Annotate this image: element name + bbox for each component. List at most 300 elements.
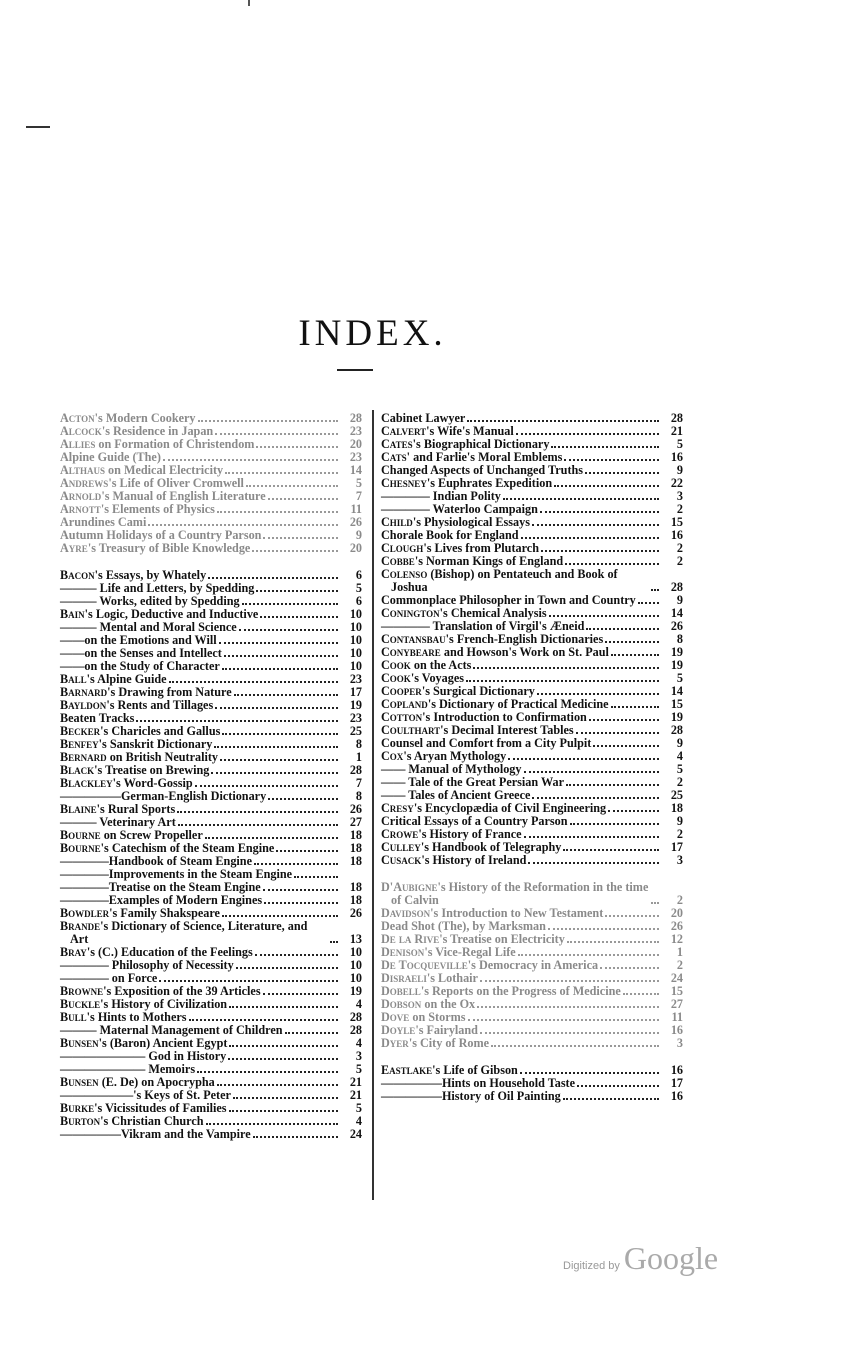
entry-text: on Formation of Christendom — [95, 437, 255, 451]
entry-author: Culley — [381, 840, 421, 854]
entry-author: Denison — [381, 945, 425, 959]
dot-leader — [263, 889, 338, 891]
entry-author: Browne — [60, 984, 104, 998]
dot-leader — [159, 980, 338, 982]
entry-author: Bourne — [60, 841, 101, 855]
entry-author: Clough — [381, 541, 424, 555]
entry-page: 15 — [670, 697, 683, 711]
entry-page: 10 — [349, 958, 362, 972]
entry-text: and Howson's Work on St. Paul — [440, 645, 609, 659]
entry-text: 's Vice-Regal Life — [424, 945, 516, 959]
dot-leader — [600, 967, 659, 969]
dot-leader — [222, 733, 338, 735]
dot-leader — [197, 1071, 338, 1073]
entry-page: 23 — [349, 424, 362, 438]
entry-text: Chorale Book for England — [381, 528, 519, 542]
entry-author: Chesney — [381, 476, 427, 490]
dot-leader — [195, 785, 338, 787]
dot-leader — [541, 550, 659, 552]
entry-author: Cox — [381, 749, 404, 763]
dot-leader — [508, 758, 659, 760]
dot-leader — [242, 603, 338, 605]
entry-text: 's Treatise on Brewing — [94, 763, 210, 777]
dot-leader — [217, 511, 338, 513]
entry-page: 4 — [355, 1036, 362, 1050]
entry-page: 3 — [676, 489, 683, 503]
entry-text: ——on the Senses and Intellect — [60, 646, 222, 660]
entry-text: ——— Works, edited by Spedding — [60, 594, 240, 608]
entry-author: Blaine — [60, 802, 97, 816]
index-entry — [381, 1037, 683, 1050]
dot-leader — [169, 681, 338, 683]
entry-text: ——————— God in History — [60, 1049, 227, 1063]
entry-text: 's Christian Church — [100, 1114, 204, 1128]
entry-author: Eastlake — [381, 1063, 433, 1077]
entry-page: 10 — [349, 633, 362, 647]
entry-text: ' and Farlie's Moral Emblems — [406, 450, 563, 464]
dot-leader — [524, 836, 659, 838]
dot-leader — [222, 915, 338, 917]
dot-leader — [611, 706, 659, 708]
entry-text: 's Rural Sports — [96, 802, 176, 816]
entry-page: 5 — [676, 671, 683, 685]
dot-leader — [254, 863, 338, 865]
dot-leader — [480, 1032, 659, 1034]
column-divider — [372, 410, 374, 1200]
entry-page: 9 — [355, 528, 362, 542]
dot-leader — [563, 1098, 659, 1100]
dot-leader — [577, 1085, 659, 1087]
entry-author: Calvert — [381, 424, 427, 438]
dot-leader — [576, 732, 659, 734]
entry-page: 11 — [350, 502, 362, 516]
entry-page: 17 — [670, 840, 683, 854]
entry-page: 5 — [355, 581, 362, 595]
entry-author: Ayre — [60, 541, 88, 555]
entry-page: 5 — [676, 437, 683, 451]
entry-page: 25 — [349, 724, 362, 738]
entry-text: Dead Shot (The), by Marksman — [381, 919, 546, 933]
entry-author: Colenso — [381, 567, 428, 581]
entry-text: 's Elements of Physics — [100, 502, 215, 516]
entry-text: on British Neutrality — [106, 750, 219, 764]
entry-page: 5 — [355, 1101, 362, 1115]
entry-page: 2 — [676, 775, 683, 789]
entry-text: Commonplace Philosopher in Town and Country — [381, 593, 636, 607]
entry-page: 18 — [670, 801, 683, 815]
entry-page: 10 — [349, 620, 362, 634]
entry-page: 26 — [349, 515, 362, 529]
entry-page: 28 — [349, 763, 362, 777]
entry-text: 's History of Civilization — [100, 997, 228, 1011]
entry-text: 's Manual of English Literature — [101, 489, 266, 503]
dot-leader — [214, 746, 338, 748]
entry-text: 's History of the Reformation in the time of Calvin — [391, 880, 649, 907]
entry-text: 's Alpine Guide — [86, 672, 167, 686]
entry-text: 's Treatise on Electricity — [439, 932, 565, 946]
dot-leader — [148, 524, 338, 526]
entry-page: 7 — [355, 776, 362, 790]
entry-page: 2 — [676, 554, 683, 568]
entry-text: 's Essays, by Whately — [94, 568, 207, 582]
entry-text: —— Tale of the Great Persian War — [381, 775, 565, 789]
entry-author: Dobson — [381, 997, 422, 1011]
entry-page: 5 — [355, 1062, 362, 1076]
entry-text: ——on the Emotions and Will — [60, 633, 217, 647]
entry-page: 10 — [349, 945, 362, 959]
entry-author: Arnott — [60, 502, 101, 516]
dot-leader — [222, 668, 338, 670]
dot-leader — [540, 511, 659, 513]
dot-leader — [217, 1084, 338, 1086]
entry-text: ——— Mental and Moral Science — [60, 620, 237, 634]
entry-page: 28 — [349, 1010, 362, 1024]
dot-leader — [480, 980, 659, 982]
entry-text: 's Decimal Interest Tables — [440, 723, 574, 737]
entry-text: ————Examples of Modern Engines — [60, 893, 263, 907]
entry-text: 's Logic, Deductive and Inductive — [84, 607, 259, 621]
entry-text: 's Reports on the Progress of Medicine — [420, 984, 621, 998]
dot-leader — [491, 1045, 659, 1047]
entry-author: Bunsen — [60, 1036, 99, 1050]
entry-text: 's Drawing from Nature — [107, 685, 232, 699]
entry-text: 's Norman Kings of England — [414, 554, 564, 568]
entry-text: on the Ox — [421, 997, 476, 1011]
entry-page: 4 — [676, 749, 683, 763]
entry-text: Cabinet Lawyer — [381, 411, 466, 425]
entry-author: Bowdler — [60, 906, 110, 920]
entry-text: 's Treasury of Bible Knowledge — [87, 541, 251, 555]
entry-author: Bunsen — [60, 1075, 99, 1089]
entry-text: —————History of Oil Painting — [381, 1089, 561, 1103]
entry-page: 6 — [355, 568, 362, 582]
entry-text: ——— Veterinary Art — [60, 815, 176, 829]
entry-text: on Medical Electricity — [105, 463, 224, 477]
index-entry — [60, 1128, 362, 1141]
dot-leader — [229, 1110, 338, 1112]
entry-text: 's Chemical Analysis — [439, 606, 547, 620]
dot-leader — [206, 1123, 338, 1125]
entry-title — [60, 920, 328, 946]
entry-page: 1 — [355, 750, 362, 764]
entry-page: 2 — [676, 502, 683, 516]
dot-leader — [285, 1032, 338, 1034]
entry-title — [381, 854, 526, 867]
dot-leader — [136, 720, 338, 722]
entry-text: Critical Essays of a Country Parson — [381, 814, 568, 828]
entry-author: Acton — [60, 411, 95, 425]
entry-page: 26 — [349, 906, 362, 920]
entry-page: 19 — [670, 645, 683, 659]
index-column-left — [60, 412, 362, 1155]
entry-page: 9 — [676, 463, 683, 477]
entry-text: ——————— Memoirs — [60, 1062, 196, 1076]
dot-leader — [566, 784, 659, 786]
entry-page: 11 — [671, 1010, 683, 1024]
entry-text: 's Biographical Dictionary — [412, 437, 550, 451]
entry-text: 's History of France — [418, 827, 522, 841]
entry-page: 2 — [676, 958, 683, 972]
entry-page: 19 — [670, 710, 683, 724]
dot-leader — [570, 823, 659, 825]
dot-leader — [233, 1097, 338, 1099]
entry-text: 's Introduction to Confirmation — [422, 710, 587, 724]
dot-leader — [252, 550, 338, 552]
entry-author: De la Rive — [381, 932, 440, 946]
entry-page: 21 — [349, 1088, 362, 1102]
index-column-right — [381, 412, 683, 1117]
entry-author: Bain — [60, 607, 85, 621]
entry-author: Bourne — [60, 828, 101, 842]
entry-text: 's Euphrates Expedition — [426, 476, 553, 490]
dot-leader — [638, 602, 659, 604]
dot-leader — [605, 915, 659, 917]
entry-page: 9 — [676, 814, 683, 828]
dot-leader — [224, 655, 338, 657]
dot-leader — [219, 642, 338, 644]
entry-text: ——on the Study of Character — [60, 659, 220, 673]
entry-text: 's (Baron) Ancient Egypt — [98, 1036, 228, 1050]
entry-text: ———— Philosophy of Necessity — [60, 958, 234, 972]
entry-text: —— Tales of Ancient Greece — [381, 788, 531, 802]
entry-text: —————Vikram and the Vampire — [60, 1127, 251, 1141]
entry-text: 's Hints to Mothers — [86, 1010, 187, 1024]
entry-text: 's Democracy in America — [467, 958, 599, 972]
dot-leader — [589, 719, 659, 721]
index-entry — [381, 568, 683, 594]
entry-author: De Tocqueville — [381, 958, 468, 972]
entry-text: Counsel and Comfort from a City Pulpit — [381, 736, 592, 750]
entry-text: 's History of Ireland — [421, 853, 527, 867]
index-letter-group — [381, 412, 683, 867]
entry-author: Disraeli — [381, 971, 427, 985]
dot-leader — [554, 485, 659, 487]
entry-author: Child — [381, 515, 413, 529]
dot-leader — [205, 837, 338, 839]
entry-author: Davidson — [381, 906, 431, 920]
dot-leader — [268, 798, 338, 800]
entry-page: 13 — [349, 932, 362, 946]
entry-page: 6 — [355, 594, 362, 608]
entry-text: ——— Life and Letters, by Spedding — [60, 581, 255, 595]
entry-text: 's Charicles and Gallus — [100, 724, 221, 738]
entry-page: 10 — [349, 646, 362, 660]
entry-text: ———— on Force — [60, 971, 158, 985]
margin-rule — [26, 126, 50, 128]
entry-author: Cook — [381, 658, 411, 672]
dot-leader — [467, 420, 659, 422]
entry-page: 8 — [355, 737, 362, 751]
entry-author: Althaus — [60, 463, 105, 477]
entry-page: 3 — [355, 1049, 362, 1063]
index-letter-group — [60, 569, 362, 1141]
entry-author: Arnold — [60, 489, 102, 503]
dot-leader — [255, 954, 338, 956]
entry-text: 's Sanskrit Dictionary — [98, 737, 213, 751]
entry-text: 's Lives from Plutarch — [423, 541, 539, 555]
entry-text: ————Improvements in the Steam Engine — [60, 867, 293, 881]
dot-leader — [567, 941, 659, 943]
entry-author: Cobbe — [381, 554, 415, 568]
entry-author: Cusack — [381, 853, 422, 867]
entry-page: 18 — [349, 828, 362, 842]
entry-text: 's Handbook of Telegraphy — [420, 840, 562, 854]
entry-author: Alcock — [60, 424, 102, 438]
entry-page: 23 — [349, 672, 362, 686]
entry-page: 24 — [670, 971, 683, 985]
dot-leader — [548, 928, 659, 930]
dot-leader — [586, 628, 659, 630]
title-rule — [337, 369, 373, 371]
dot-leader — [177, 811, 338, 813]
dot-leader — [608, 810, 659, 812]
entry-page: 23 — [349, 450, 362, 464]
entry-author: D'Aubigne — [381, 880, 438, 894]
dot-leader — [605, 641, 659, 643]
entry-page: 18 — [349, 854, 362, 868]
entry-page: 10 — [349, 659, 362, 673]
entry-text: ——————'s Keys of St. Peter — [60, 1088, 231, 1102]
dot-leader — [253, 1136, 338, 1138]
entry-page: 17 — [670, 1076, 683, 1090]
dot-leader — [208, 577, 338, 579]
dot-leader — [520, 1072, 659, 1074]
entry-author: Coulthart — [381, 723, 441, 737]
index-letter-group — [381, 881, 683, 1050]
entry-author: Dyer — [381, 1036, 409, 1050]
entry-text: Arundines Cami — [60, 515, 147, 529]
entry-page: 10 — [349, 971, 362, 985]
dot-leader — [466, 680, 659, 682]
entry-text: Beaten Tracks — [60, 711, 135, 725]
entry-page: 16 — [670, 528, 683, 542]
dot-leader — [229, 1045, 338, 1047]
entry-text: Alpine Guide (The) — [60, 450, 161, 464]
entry-text: 's Rents and Tillages — [106, 698, 214, 712]
entry-page: 22 — [670, 476, 683, 490]
entry-page: 28 — [349, 1023, 362, 1037]
entry-text: —————German-English Dictionary — [60, 789, 267, 803]
entry-page: 24 — [349, 1127, 362, 1141]
entry-page: 2 — [676, 541, 683, 555]
entry-text: ————Treatise on the Steam Engine — [60, 880, 261, 894]
entry-page: 28 — [349, 411, 362, 425]
entry-author: Crowe — [381, 827, 419, 841]
entry-page: 28 — [670, 723, 683, 737]
entry-text: —————Hints on Household Taste — [381, 1076, 576, 1090]
entry-page: 27 — [670, 997, 683, 1011]
entry-text: 's Modern Cookery — [94, 411, 196, 425]
entry-page: 2 — [676, 827, 683, 841]
dot-leader — [565, 563, 659, 565]
entry-text: 's Encyclopædia of Civil Engineering — [413, 801, 607, 815]
entry-page: 9 — [676, 736, 683, 750]
entry-author: Cates — [381, 437, 413, 451]
entry-author: Cresy — [381, 801, 414, 815]
entry-author: Cook — [381, 671, 411, 685]
index-entry — [60, 920, 362, 946]
entry-text: 's Voyages — [410, 671, 464, 685]
entry-text: on Screw Propeller — [100, 828, 203, 842]
entry-text: 's Introduction to New Testament — [430, 906, 604, 920]
entry-title — [381, 568, 649, 594]
entry-author: Copland — [381, 697, 428, 711]
entry-text: 's Physiological Essays — [412, 515, 530, 529]
entry-page: 18 — [349, 893, 362, 907]
dot-leader — [178, 824, 338, 826]
entry-page: 8 — [355, 789, 362, 803]
entry-page: 5 — [676, 762, 683, 776]
entry-title — [381, 1037, 489, 1050]
entry-author: Bayldon — [60, 698, 107, 712]
entry-text: (E. De) on Apocrypha — [98, 1075, 215, 1089]
entry-title — [381, 881, 649, 907]
entry-title — [60, 542, 250, 555]
dot-leader — [651, 902, 659, 904]
entry-text: on Storms — [409, 1010, 466, 1024]
dot-leader — [225, 472, 338, 474]
dot-leader — [551, 446, 659, 448]
dot-leader — [611, 654, 659, 656]
entry-page: 28 — [670, 580, 683, 594]
dot-leader — [268, 498, 338, 500]
dot-leader — [198, 420, 338, 422]
dot-leader — [236, 967, 338, 969]
entry-text: ———— Waterloo Campaign — [381, 502, 538, 516]
dot-leader — [256, 446, 338, 448]
dot-leader — [215, 433, 338, 435]
entry-text: 's Dictionary of Science, Literature, and Art — [70, 919, 308, 946]
entry-page: 28 — [670, 411, 683, 425]
entry-page: 26 — [349, 802, 362, 816]
entry-title — [60, 1128, 251, 1141]
dot-leader — [521, 537, 659, 539]
entry-page: 27 — [349, 815, 362, 829]
entry-text: 's Fairyland — [415, 1023, 478, 1037]
entry-text: 's Wife's Manual — [426, 424, 514, 438]
entry-author: Brande — [60, 919, 101, 933]
entry-page: 3 — [676, 853, 683, 867]
entry-text: —— Manual of Mythology — [381, 762, 522, 776]
entry-text: 's City of Rome — [408, 1036, 490, 1050]
entry-page: 9 — [676, 593, 683, 607]
entry-author: Conybeare — [381, 645, 441, 659]
entry-text: 's Surgical Dictionary — [421, 684, 535, 698]
index-entry — [381, 1090, 683, 1103]
dot-leader — [264, 902, 338, 904]
dot-leader — [473, 667, 659, 669]
entry-author: Cats — [381, 450, 407, 464]
entry-page: 23 — [349, 711, 362, 725]
entry-author: Cotton — [381, 710, 423, 724]
entry-page: 5 — [355, 476, 362, 490]
entry-page: 12 — [670, 932, 683, 946]
entry-author: Burke — [60, 1101, 95, 1115]
dot-leader — [263, 537, 338, 539]
entry-text: 's French-English Dictionaries — [445, 632, 604, 646]
entry-author: Benfey — [60, 737, 99, 751]
entry-text: ———— Indian Polity — [381, 489, 501, 503]
entry-text: 's Dictionary of Practical Medicine — [427, 697, 609, 711]
dot-leader — [532, 524, 659, 526]
dot-leader — [532, 797, 659, 799]
entry-page: 20 — [670, 906, 683, 920]
entry-text: ——— Maternal Management of Children — [60, 1023, 283, 1037]
dot-leader — [563, 849, 659, 851]
dot-leader — [234, 694, 338, 696]
entry-author: Dobell — [381, 984, 421, 998]
entry-text: Changed Aspects of Unchanged Truths — [381, 463, 584, 477]
